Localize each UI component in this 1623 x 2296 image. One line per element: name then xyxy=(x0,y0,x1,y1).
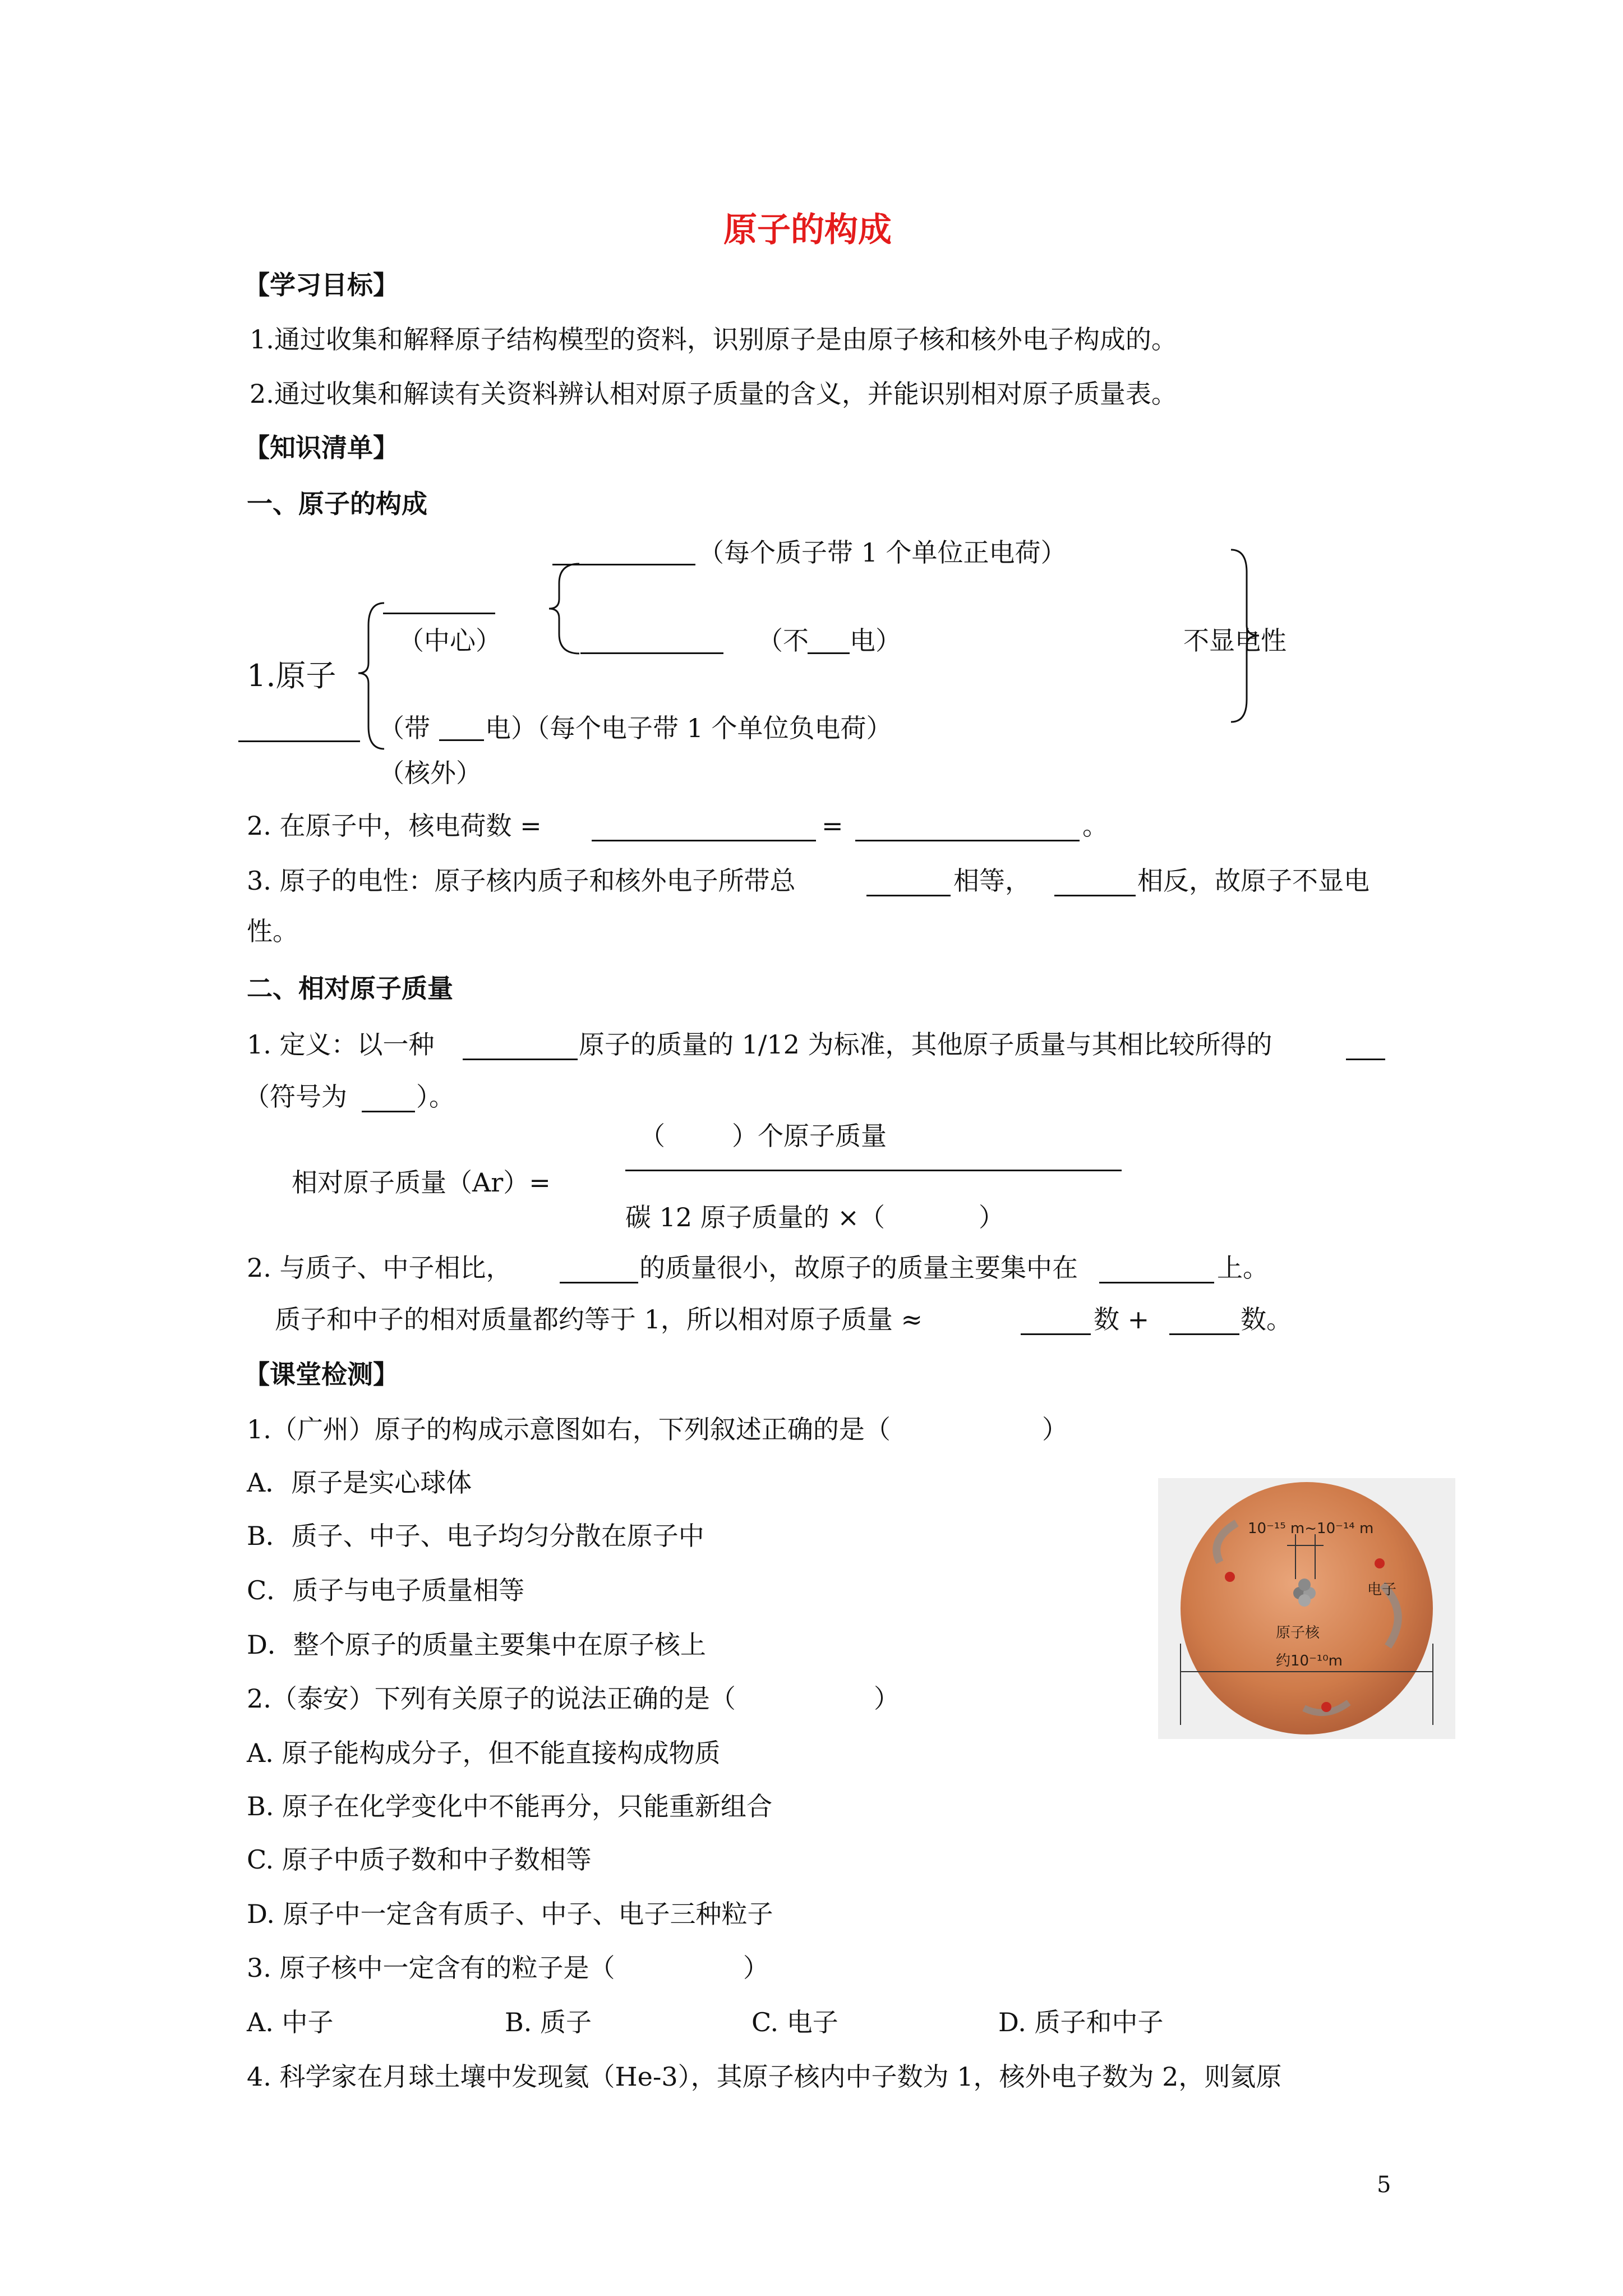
question-3-option-d: D. 质子和中子 xyxy=(998,2007,1164,2037)
question-2-option-d: D. 原子中一定含有质子、中子、电子三种粒子 xyxy=(247,1899,773,1929)
nucleus-brace xyxy=(547,561,586,656)
part2-heading: 二、相对原子质量 xyxy=(247,973,453,1004)
part1-item2-c: 。 xyxy=(1082,811,1108,841)
fraction-bar xyxy=(625,1170,1122,1171)
definition-b: 原子的质量的 1/12 为标准，其他原子质量与其相比较所得的 xyxy=(579,1029,1272,1060)
test-heading: 【课堂检测】 xyxy=(244,1359,399,1389)
atom-label: 1.原子 xyxy=(247,658,336,693)
electron-note-b: 电）（每个电子带 1 个单位负电荷） xyxy=(485,713,892,743)
question-4: 4. 科学家在月球土壤中发现氦（He-3），其原子核内中子数为 1，核外电子数为 2，则氦原 xyxy=(247,2062,1282,2092)
outside-label: （核外） xyxy=(379,758,482,788)
blank-proton-number xyxy=(1021,1333,1091,1335)
part1-heading: 一、原子的构成 xyxy=(247,489,427,519)
question-1-option-b: B．质子、中子、电子均匀分散在原子中 xyxy=(247,1521,704,1551)
neutron-note-b: 电） xyxy=(850,625,901,656)
objective-2: 2.通过收集和解读有关资料辨认相对原子质量的含义，并能识别相对原子质量表。 xyxy=(250,379,1177,409)
nucleus-size-label: 10⁻¹⁵ m~10⁻¹⁴ m xyxy=(1248,1520,1374,1537)
page-title: 原子的构成 xyxy=(723,210,892,250)
blank-nucleus xyxy=(1099,1282,1214,1283)
formula-numerator-b: ）个原子质量 xyxy=(732,1121,887,1151)
electron-label: 电子 xyxy=(1367,1581,1397,1598)
neutral-label: 不显电性 xyxy=(1183,625,1287,656)
definition-d: ）。 xyxy=(416,1082,455,1112)
knowledge-heading: 【知识清单】 xyxy=(244,432,399,463)
blank-nuclear-charge-2 xyxy=(855,840,1080,841)
question-3: 3. 原子核中一定含有的粒子是（ xyxy=(247,1953,615,1983)
question-1-option-d: D．整个原子的质量主要集中在原子核上 xyxy=(247,1630,706,1660)
part2-item2-b: 的质量很小，故原子的质量主要集中在 xyxy=(639,1253,1078,1283)
question-2: 2.（泰安）下列有关原子的说法正确的是（ xyxy=(247,1683,736,1714)
part2-item2-d: 质子和中子的相对质量都约等于 1，所以相对原子质量 ≈ xyxy=(275,1304,923,1335)
formula-denominator-a: 碳 12 原子质量的 ×（ xyxy=(625,1202,885,1232)
nucleus-label: 原子核 xyxy=(1276,1625,1320,1641)
definition-a: 1. 定义：以一种 xyxy=(247,1029,435,1060)
question-1-option-c: C．质子与电子质量相等 xyxy=(247,1575,525,1605)
question-3-option-c: C. 电子 xyxy=(751,2007,838,2037)
part1-item3-d: 性。 xyxy=(247,916,298,946)
blank-electron xyxy=(560,1282,638,1283)
part2-item2-e: 数 + xyxy=(1094,1304,1150,1335)
formula-numerator-a: （ xyxy=(639,1121,665,1151)
electron-blank xyxy=(238,740,360,742)
blank-definition-term xyxy=(1346,1059,1385,1060)
blank-standard-atom xyxy=(463,1059,578,1060)
atom-structure-figure xyxy=(1158,1478,1455,1739)
question-2-option-c: C. 原子中质子数和中子数相等 xyxy=(247,1844,592,1875)
part1-item3-a: 3. 原子的电性：原子核内质子和核外电子所带总 xyxy=(247,866,796,896)
part1-item2-b: = xyxy=(822,811,843,841)
blank-charge-type xyxy=(1054,895,1136,896)
electron-charge-blank xyxy=(439,739,484,741)
nucleus-blank xyxy=(383,613,495,614)
question-3-end: ） xyxy=(743,1953,769,1983)
question-2-option-a: A. 原子能构成分子，但不能直接构成物质 xyxy=(247,1738,721,1768)
neutron-note-a: （不 xyxy=(757,625,809,656)
question-1-option-a: A．原子是实心球体 xyxy=(247,1467,472,1498)
electron-note-a: （带 xyxy=(379,713,430,743)
part1-item3-c: 相反，故原子不显电 xyxy=(1137,866,1370,896)
question-2-end: ） xyxy=(874,1683,900,1714)
page-number: 5 xyxy=(1377,2172,1391,2198)
neutron-blank xyxy=(580,652,723,654)
part2-item2-a: 2. 与质子、中子相比， xyxy=(247,1253,512,1283)
neutron-charge-blank xyxy=(808,652,850,654)
nucleus-label: （中心） xyxy=(398,625,501,656)
proton-note: （每个质子带 1 个单位正电荷） xyxy=(698,537,1067,568)
question-3-option-b: B. 质子 xyxy=(505,2007,592,2037)
blank-nuclear-charge-1 xyxy=(592,840,816,841)
blank-symbol xyxy=(362,1111,415,1112)
blank-charge-amount xyxy=(866,895,951,896)
part1-item2-a: 2. 在原子中，核电荷数 = xyxy=(247,811,542,841)
formula-lhs: 相对原子质量（Ar）= xyxy=(292,1167,551,1198)
atom-sphere-illustration xyxy=(1158,1478,1455,1739)
part2-item2-c: 上。 xyxy=(1217,1253,1269,1283)
formula-denominator-b: ） xyxy=(979,1202,1004,1232)
question-3-option-a: A. 中子 xyxy=(247,2007,334,2037)
atom-size-label: 约10⁻¹⁰m xyxy=(1276,1653,1343,1669)
part2-item2-f: 数。 xyxy=(1241,1304,1292,1335)
question-1: 1.（广州）原子的构成示意图如右，下列叙述正确的是（ xyxy=(247,1414,891,1444)
question-2-option-b: B. 原子在化学变化中不能再分，只能重新组合 xyxy=(247,1791,773,1821)
objective-1: 1.通过收集和解释原子结构模型的资料，识别原子是由原子核和核外电子构成的。 xyxy=(250,324,1177,355)
objectives-heading: 【学习目标】 xyxy=(244,270,399,300)
neutral-brace xyxy=(1225,547,1265,726)
part1-item3-b: 相等， xyxy=(953,866,1031,896)
blank-neutron-number xyxy=(1169,1333,1239,1335)
definition-c: （符号为 xyxy=(244,1082,347,1112)
question-1-end: ） xyxy=(1042,1414,1068,1444)
